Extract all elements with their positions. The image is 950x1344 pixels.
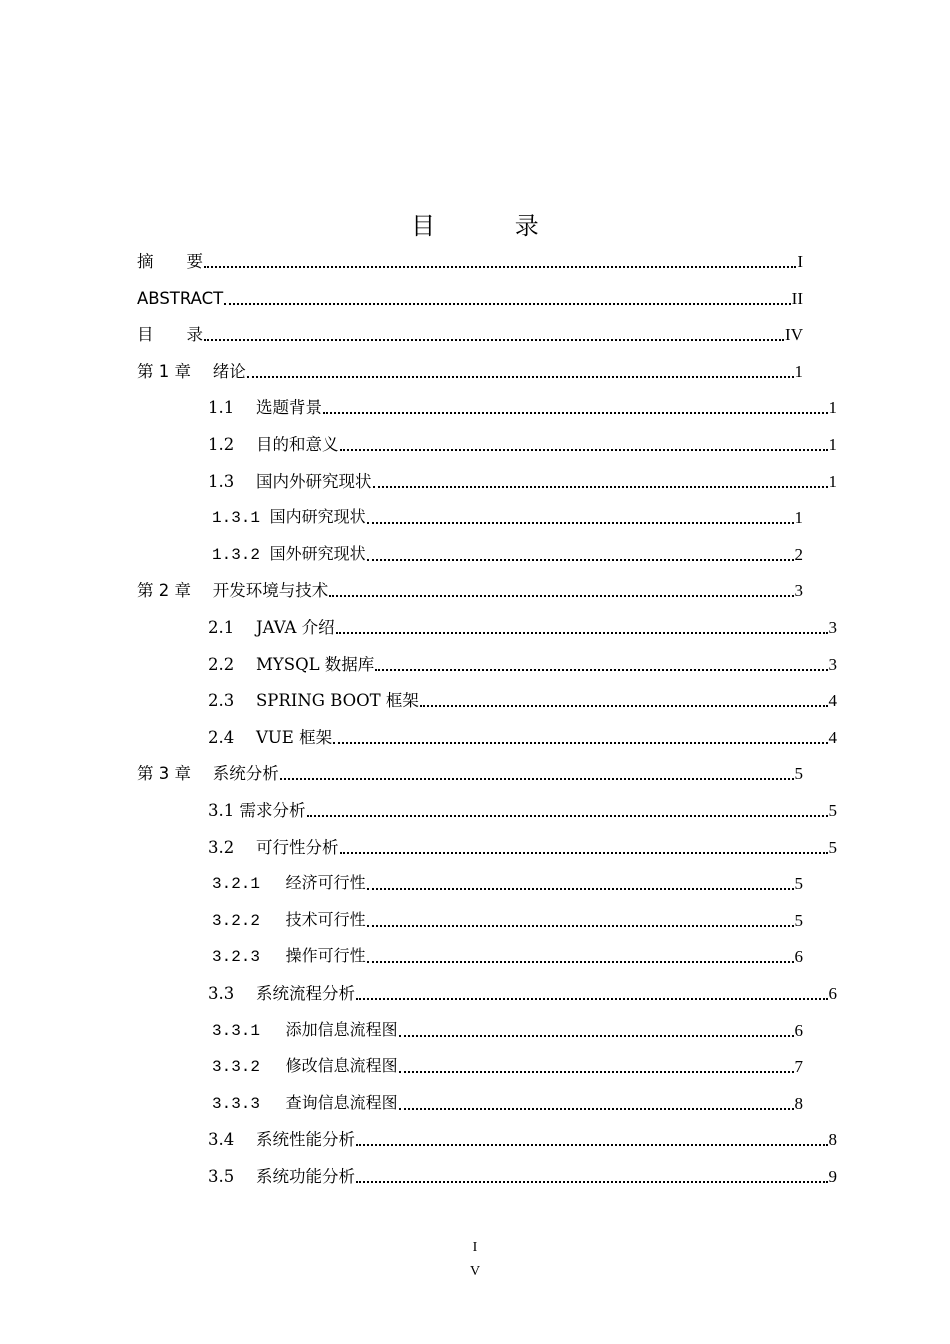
toc-entry[interactable] <box>137 356 803 384</box>
toc-entry-page: 4 <box>828 691 837 711</box>
toc-entry-label: ABSTRACT <box>137 288 224 308</box>
toc-entry[interactable] <box>212 502 803 530</box>
toc-leader-dots <box>420 705 828 707</box>
toc-leader-dots <box>399 1108 794 1110</box>
toc-entry-label: 2.4 VUE 框架 <box>208 727 333 747</box>
toc-leader-dots <box>399 1071 794 1073</box>
toc-leader-dots <box>356 998 828 1000</box>
toc-entry-label: 第 2 章 开发环境与技术 <box>137 581 329 601</box>
toc-entry-label: 1.2 目的和意义 <box>208 435 339 454</box>
toc-entry[interactable] <box>137 319 803 347</box>
toc-entry[interactable] <box>208 832 837 860</box>
toc-entry-page: 9 <box>828 1167 837 1186</box>
toc-entry[interactable] <box>212 941 803 969</box>
toc-leader-dots <box>333 742 827 744</box>
toc-leader-dots <box>367 888 794 890</box>
toc-entry[interactable] <box>137 575 803 603</box>
toc-entry-page: 4 <box>828 727 837 747</box>
toc-leader-dots <box>340 852 828 854</box>
toc-entry-page: 6 <box>828 984 837 1003</box>
toc-entry-page: I <box>797 252 803 271</box>
toc-leader-dots <box>204 266 796 268</box>
toc-leader-dots <box>204 339 784 341</box>
toc-entry[interactable] <box>208 1124 837 1152</box>
toc-entry-label: 2.1 JAVA 介绍 <box>208 618 335 637</box>
toc-entry-label: 3.2 可行性分析 <box>208 837 339 857</box>
toc-entry-page: 3 <box>828 654 837 674</box>
toc-leader-dots <box>367 925 794 927</box>
toc-entry-label: 目 录 <box>137 325 203 345</box>
toc-entry-label: 3.3.1 添加信息流程图 <box>212 1021 398 1040</box>
toc-entry-label: 1.3.1 国内研究现状 <box>212 509 366 528</box>
page-title: 目 录 <box>411 212 575 240</box>
toc-entry-label: 摘 要 <box>137 252 203 271</box>
toc-entry[interactable] <box>208 649 837 677</box>
toc-entry-page: 1 <box>794 508 803 528</box>
toc-leader-dots <box>329 595 793 597</box>
page-number-line-1: I <box>472 1240 478 1255</box>
toc-entry-label: 3.3.3 查询信息流程图 <box>212 1094 398 1113</box>
toc-leader-dots <box>336 632 828 634</box>
toc-entry-label: 第 3 章 系统分析 <box>137 764 279 784</box>
toc-entry[interactable] <box>212 539 803 567</box>
toc-entry-label: 3.3 系统流程分析 <box>208 984 355 1003</box>
toc-leader-dots <box>340 449 828 451</box>
toc-leader-dots <box>323 412 828 414</box>
toc-entry-page: 1 <box>828 435 837 454</box>
toc-entry-page: 1 <box>828 471 837 491</box>
toc-entry-page: 8 <box>794 1093 803 1113</box>
toc-leader-dots <box>356 1144 828 1146</box>
toc-entry-label: 3.3.2 修改信息流程图 <box>212 1058 398 1077</box>
toc-leader-dots <box>373 486 828 488</box>
toc-entry-page: IV <box>785 325 803 345</box>
toc-entry[interactable] <box>208 795 837 823</box>
toc-entry[interactable] <box>212 905 803 933</box>
toc-entry[interactable] <box>208 466 837 494</box>
toc-entry-label: 1.3.2 国外研究现状 <box>212 545 366 564</box>
toc-entry-page: 5 <box>828 837 837 857</box>
toc-leader-dots <box>375 669 827 671</box>
toc-entry[interactable] <box>212 1015 803 1043</box>
toc-entry-label: 3.5 系统功能分析 <box>208 1167 355 1186</box>
toc-leader-dots <box>367 961 794 963</box>
toc-entry-label: 1.3 国内外研究现状 <box>208 471 372 491</box>
page-number-line-2: V <box>469 1264 481 1279</box>
toc-entry[interactable] <box>137 283 803 311</box>
toc-entry[interactable] <box>137 246 803 274</box>
toc-leader-dots <box>247 376 794 378</box>
toc-entry-page: 8 <box>828 1130 837 1150</box>
toc-entry[interactable] <box>208 978 837 1006</box>
toc-entry-page: 5 <box>794 874 803 894</box>
toc-entry[interactable] <box>212 1051 803 1079</box>
toc-entry[interactable] <box>212 868 803 896</box>
toc-entry[interactable] <box>208 612 837 640</box>
toc-entry-page: 6 <box>794 1020 803 1040</box>
toc-entry-page: 3 <box>794 581 803 601</box>
toc-leader-dots <box>224 303 790 305</box>
toc-entry[interactable] <box>137 758 803 786</box>
toc-entry-label: 1.1 选题背景 <box>208 398 322 418</box>
toc-entry[interactable] <box>208 1161 837 1189</box>
toc-entry-page: 5 <box>794 910 803 930</box>
toc-entry-label: 2.3 SPRING BOOT 框架 <box>208 691 419 711</box>
toc-entry[interactable] <box>208 392 837 420</box>
toc-entry-page: 2 <box>794 544 803 564</box>
toc-entry-label: 3.2.3 操作可行性 <box>212 948 366 967</box>
toc-entry-label: 3.2.1 经济可行性 <box>212 875 366 894</box>
toc-entry[interactable] <box>208 722 837 750</box>
toc-entry-page: 6 <box>794 947 803 967</box>
toc-entry-page: 1 <box>828 398 837 418</box>
toc-entry[interactable] <box>208 429 837 457</box>
toc-entry-page: 1 <box>794 361 803 381</box>
toc-entry-page: 7 <box>794 1057 803 1077</box>
toc-leader-dots <box>280 778 794 780</box>
toc-entry-label: 3.1 需求分析 <box>208 801 306 820</box>
toc-leader-dots <box>367 522 794 524</box>
toc-entry-label: 2.2 MYSQL 数据库 <box>208 654 375 674</box>
toc-entry[interactable] <box>208 685 837 713</box>
toc-entry-page: 5 <box>794 764 803 784</box>
toc-entry-label: 第 1 章 绪论 <box>137 361 246 381</box>
toc-leader-dots <box>356 1181 828 1183</box>
toc-leader-dots <box>399 1035 794 1037</box>
toc-leader-dots <box>367 559 794 561</box>
toc-entry-label: 3.4 系统性能分析 <box>208 1130 355 1150</box>
toc-entry[interactable] <box>212 1088 803 1116</box>
toc-entry-page: 3 <box>828 618 837 637</box>
toc-entry-label: 3.2.2 技术可行性 <box>212 911 366 930</box>
toc-leader-dots <box>307 815 828 817</box>
toc-entry-page: II <box>791 288 803 308</box>
toc-entry-page: 5 <box>828 801 837 820</box>
